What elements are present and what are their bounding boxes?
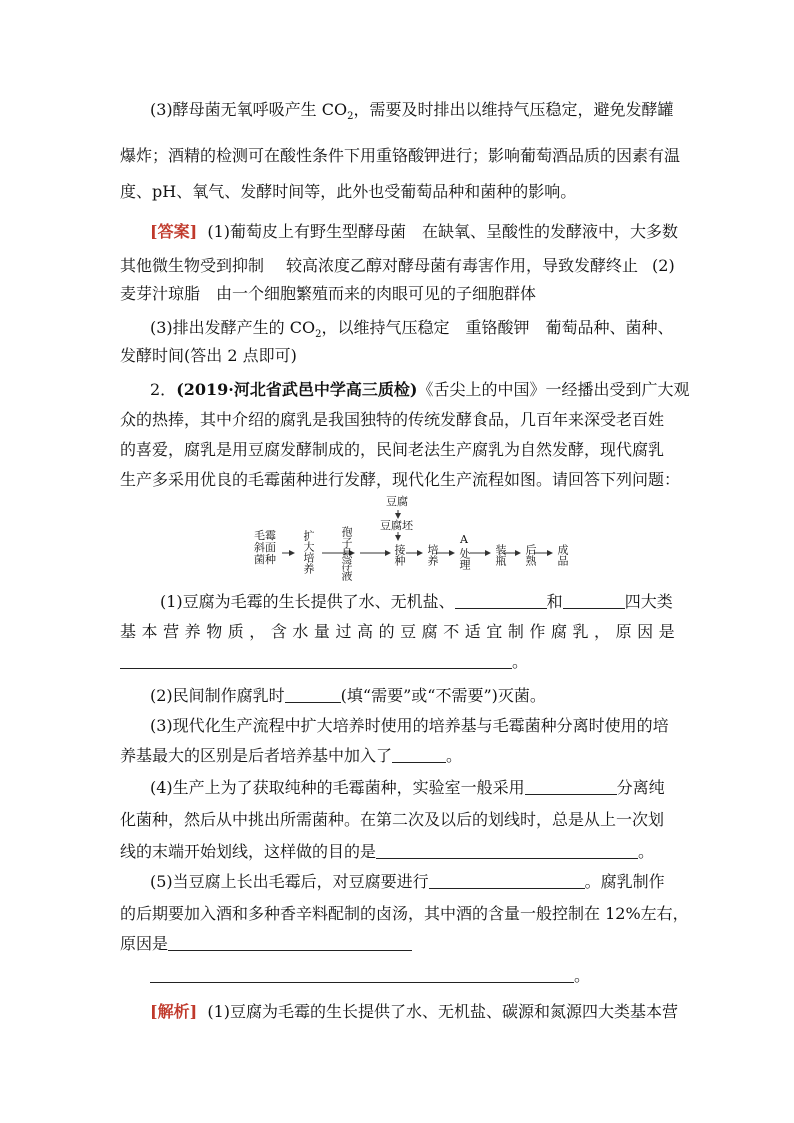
q1-reason-blank[interactable] [120,652,512,669]
analysis-text: (1)豆腐为毛霉的生长提供了水、无机盐、碳源和氮源四大类基本营 [207,1002,678,1021]
answer-line-1 [150,222,678,242]
q1-char: 过 [335,622,352,641]
q2-blank[interactable] [285,686,341,703]
q5-text: 。 [574,966,591,985]
q5-blank-1[interactable] [429,872,585,889]
q1-char: 高 [357,622,374,641]
q4-line-1 [150,778,665,798]
question-text: 《舌尖上的中国》一经播出受到广大观 [417,380,690,399]
q5-text: (5)当豆腐上长出毛霉后，对豆腐要进行 [150,872,429,891]
q1-char: 腐 [421,622,438,641]
q1-char: 量 [313,622,330,641]
q1-char: ， [594,622,611,641]
q2-text: (2)民间制作腐乳时 [150,686,285,705]
q1-char: 腐 [550,622,567,641]
q4-blank-2[interactable] [376,842,638,859]
flow-step-spore: 孢子悬浮液 [340,526,353,581]
subscript: 2 [347,111,354,123]
answer-text: (1)葡萄皮上有野生型酵母菌 在缺氧、呈酸性的发酵液中，大多数 [207,222,678,241]
flow-step-product: 成品 [556,544,569,566]
q1-blank-2[interactable] [563,592,625,609]
analysis-line-3: 度、pH、氧气、发酵时间等，此外也受葡萄品种和菌种的影响。 [120,182,577,201]
q5-line-4 [150,966,590,986]
q1-char: 宜 [486,622,503,641]
flow-step-inoculate: 接种 [393,544,406,566]
q1-char: 质 [227,622,244,641]
answer-line-2 [120,256,675,276]
question2-line-3: 的喜爱，腐乳是用豆腐发酵制成的，民间老法生产腐乳为自然发酵，现代腐乳 [120,440,665,459]
q1-char: 因 [637,622,654,641]
q4-text: (4)生产上为了获取纯种的毛霉菌种，实验室一般采用 [150,778,525,797]
q1-char: 是 [658,622,675,641]
analysis-tag: [解析] [150,1002,198,1021]
answer-line-4 [150,318,674,341]
q1-char: 养 [184,622,201,641]
q1-line-1 [160,592,673,612]
q1-char: 的 [378,622,395,641]
q1-char: 水 [292,622,309,641]
flow-tofu-blank: 豆腐坯 [380,519,413,532]
flow-step-a: A [460,533,468,546]
q1-char: 乳 [572,622,589,641]
q4-text: 。 [638,842,655,861]
question-number: 2． [150,380,177,399]
q1-char: 不 [443,622,460,641]
answer-line-5: 发酵时间(答出 2 点即可) [120,346,297,365]
question2-line-2: 众的热捧，其中介绍的腐乳是我国独特的传统发酵食品，几百年来深受老百姓 [120,410,665,429]
q1-text: 和 [546,592,563,611]
q4-text: 分离纯 [616,778,665,797]
q1-char: 原 [615,622,632,641]
answer-text: (3)排出发酵产生的 CO [150,318,316,337]
flow-tofu: 豆腐 [386,495,408,508]
q5-text: 。腐乳制作 [584,872,665,891]
q1-char: 制 [507,622,524,641]
q1-text: (1)豆腐为毛霉的生长提供了水、无机盐、 [160,592,455,611]
flow-step-expand: 扩大培养 [302,530,315,574]
q5-line-2: 的后期要加入酒和多种香辛料配制的卤汤，其中酒的含量一般控制在 12%左右， [120,904,689,923]
analysis-line-2: 爆炸；酒精的检测可在酸性条件下用重铬酸钾进行；影响葡萄酒品质的因素有温 [120,146,681,165]
q1-line-2 [120,622,675,642]
question2-line-1 [150,380,689,400]
q2-text: (填“需要”或“不需要”)灭菌。 [340,686,546,705]
q5-blank-2[interactable] [168,934,412,951]
question-source: (2019·河北省武邑中学高三质检) [176,380,418,399]
q1-line-3 [120,652,528,672]
flow-step-strain: 毛霉斜面菌种 [254,529,276,566]
q1-char: 作 [529,622,546,641]
q4-text: 线的末端开始划线，这样做的目的是 [120,842,377,861]
analysis2-line-1 [150,1002,678,1022]
flow-step-culture: 培养 [426,544,439,566]
subscript: 2 [315,329,322,341]
answer-tag: [答案] [150,222,198,241]
q1-char: 物 [206,622,223,641]
flow-step-ripen: 后熟 [524,544,537,566]
q1-text: 。 [512,652,529,671]
answer-text: 其他微生物受到抑制 [120,256,265,275]
flow-step-process: 处理 [458,548,471,570]
q1-char: 含 [270,622,287,641]
q3-blank[interactable] [392,746,446,763]
question2-line-4: 生产多采用优良的毛霉菌种进行发酵，现代化生产流程如图。请回答下列问题： [120,470,681,489]
analysis-text: (3)酵母菌无氧呼吸产生 CO [150,100,348,119]
flow-step-bottle: 装瓶 [494,544,507,566]
q3-text: 。 [446,746,463,765]
q1-blank-1[interactable] [455,592,547,609]
q4-line-3 [120,842,654,862]
analysis-line-1 [150,100,674,123]
q4-line-2: 化菌种，然后从中挑出所需菌种。在第二次及以后的划线时，总是从上一次划 [120,810,665,829]
q1-char: 营 [163,622,180,641]
q1-text: 四大类 [624,592,673,611]
q5-line-3 [120,934,412,954]
answer-text: 较高浓度乙醇对酵母菌有毒害作用，导致发酵终止 [286,256,639,275]
q4-blank-1[interactable] [525,778,617,795]
q1-char: 适 [464,622,481,641]
q3-line-1: (3)现代化生产流程中扩大培养时使用的培养基与毛霉菌种分离时使用的培 [150,716,669,735]
q1-char: ， [249,622,266,641]
answer-text: ，以维持气压稳定 重铬酸钾 葡萄品种、菌种、 [321,318,674,337]
q3-line-2 [120,746,462,766]
q1-char: 本 [141,622,158,641]
flow-arrows [250,496,580,582]
answer-line-3: 麦芽汁琼脂 由一个细胞繁殖而来的肉眼可见的子细胞群体 [120,284,537,303]
production-flow-chart [250,496,580,582]
q1-char: 豆 [400,622,417,641]
q5-text: 原因是 [120,934,169,953]
q1-char: 基 [120,622,137,641]
q3-text: 养基最大的区别是后者培养基中加入了 [120,746,393,765]
analysis-text: ，需要及时排出以维持气压稳定，避免发酵罐 [353,100,674,119]
q5-blank-3[interactable] [150,966,574,983]
q5-line-1 [150,872,665,892]
q2-line [150,686,546,706]
answer-text: (2) [652,256,675,275]
